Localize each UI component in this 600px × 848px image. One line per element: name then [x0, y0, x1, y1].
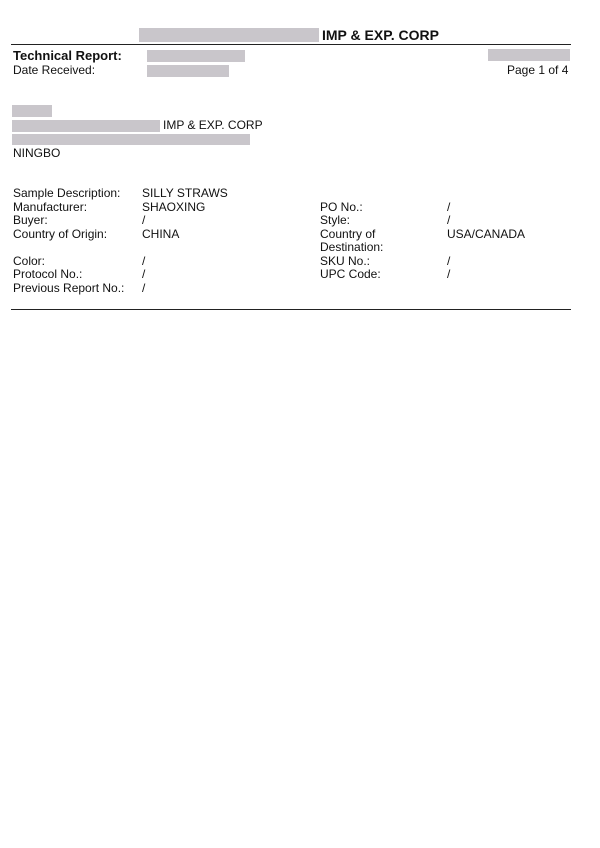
color-value: / — [142, 254, 146, 268]
country-of-destination-value: USA/CANADA — [447, 227, 526, 241]
section-divider — [11, 309, 571, 310]
buyer-value: / — [142, 213, 146, 227]
country-of-origin-label: Country of Origin: — [13, 227, 108, 241]
manufacturer-label: Manufacturer: — [13, 200, 88, 214]
po-no-label: PO No.: — [320, 200, 363, 214]
manufacturer-value: SHAOXING — [142, 200, 206, 214]
sample-description-value: SILLY STRAWS — [142, 186, 228, 200]
sample-description-label: Sample Description: — [13, 186, 121, 200]
buyer-label: Buyer: — [13, 213, 48, 227]
color-label: Color: — [13, 254, 46, 268]
previous-report-no-label: Previous Report No.: — [13, 281, 125, 295]
applicant-city: NINGBO — [13, 146, 61, 160]
redacted-report-ref — [488, 49, 570, 61]
redacted-applicant-line-1 — [12, 105, 52, 117]
style-label: Style: — [320, 213, 351, 227]
country-of-destination-label: Country of Destination: — [320, 227, 384, 254]
upc-code-label: UPC Code: — [320, 267, 381, 281]
header-company-suffix: IMP & EXP. CORP — [322, 27, 439, 43]
style-value: / — [447, 213, 451, 227]
redacted-report-number — [147, 50, 245, 62]
upc-code-value: / — [447, 267, 451, 281]
redacted-applicant-address — [12, 134, 250, 145]
sku-no-value: / — [447, 254, 451, 268]
redacted-company-name — [139, 28, 319, 42]
redacted-date — [147, 65, 229, 77]
po-no-value: / — [447, 200, 451, 214]
protocol-no-label: Protocol No.: — [13, 267, 83, 281]
applicant-company-suffix: IMP & EXP. CORP — [163, 118, 263, 132]
sku-no-label: SKU No.: — [320, 254, 371, 268]
previous-report-no-value: / — [142, 281, 146, 295]
header-top-rule — [11, 44, 571, 45]
technical-report-label: Technical Report: — [13, 48, 122, 63]
redacted-applicant-name — [12, 120, 160, 132]
date-received-label: Date Received: — [13, 63, 96, 77]
page-indicator: Page 1 of 4 — [507, 63, 569, 77]
country-of-origin-value: CHINA — [142, 227, 180, 241]
protocol-no-value: / — [142, 267, 146, 281]
